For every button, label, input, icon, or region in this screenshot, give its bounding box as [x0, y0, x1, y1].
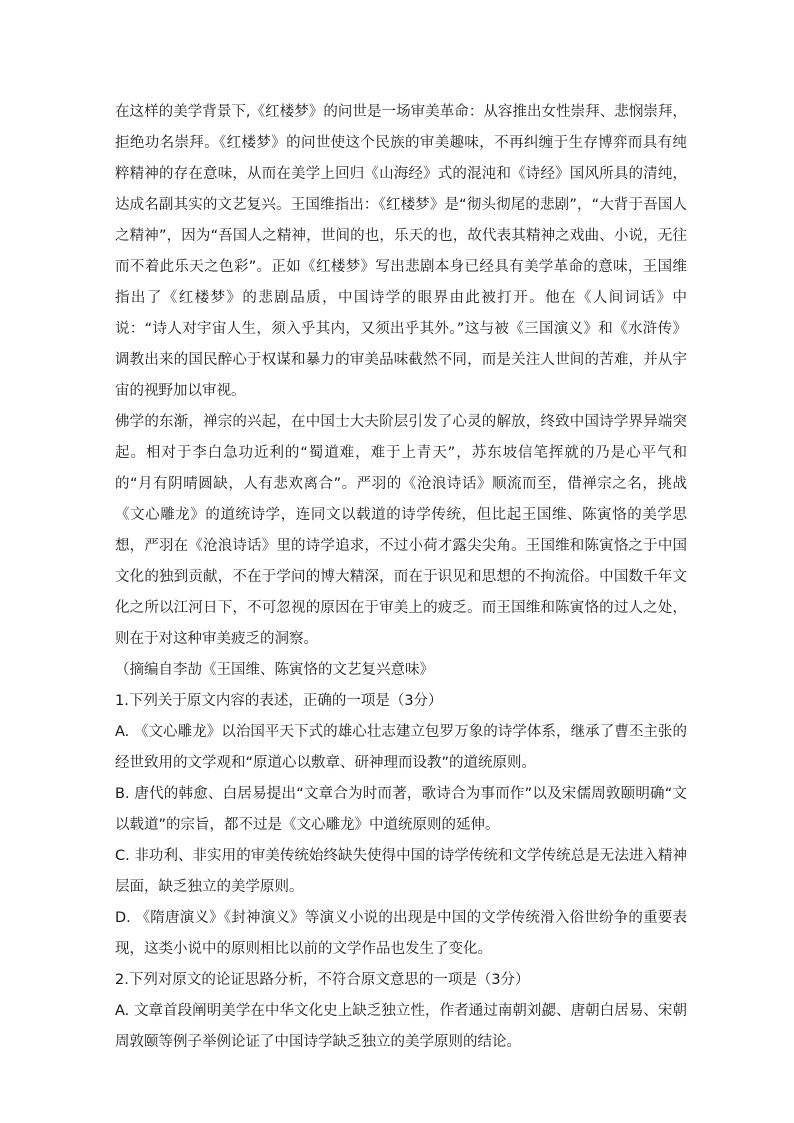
question-1-option-b: B. 唐代的韩愈、白居易提出“文章合为时而著，歌诗合为事而作”以及宋儒周敦颐明确“文以载道”的宗旨，都不过是《文心雕龙》中道统原则的延伸。: [115, 786, 687, 833]
question-1-stem: 1.下列关于原文内容的表述，正确的一项是（3分）: [115, 693, 443, 709]
passage-paragraph-2: 佛学的东渐，禅宗的兴起，在中国士大夫阶层引发了心灵的解放，终致中国诗学界异端突起。相对于李白急功近利的“蜀道难，难于上青天”，苏东坡信笔挥就的乃是心平气和的“月有阴晴圆缺，人有悲欢离合”。严羽的《沧浪诗话》顺流而至，借禅宗之名，挑战《文心雕龙》的道统诗学，连同文以载道的诗学传统，但比起王国维、陈寅恪的美学思想，严羽在《沧浪诗话》里的诗学追求，不过小荷才露尖尖角。王国维和陈寅恪之于中国文化的独到贡献，不在于学问的博大精深，而在于识见和思想的不拘流俗。中国数千年文化之所以江河日下，不可忽视的原因在于审美上的疲乏。而王国维和陈寅恪的过人之处，则在于对这种审美疲乏的洞察。: [115, 414, 687, 647]
question-2-option-a: A. 文章首段阐明美学在中华文化史上缺乏独立性，作者通过南朝刘勰、唐朝白居易、宋朝周敦颐等例子举例论证了中国诗学缺乏独立的美学原则的结论。: [115, 1003, 687, 1050]
question-2-stem: 2.下列对原文的论证思路分析，不符合原文意思的一项是（3分）: [115, 972, 530, 988]
passage-source: （摘编自李劼《王国维、陈寅恪的文艺复兴意味》: [115, 662, 434, 678]
passage-paragraph-1: 在这样的美学背景下,《红楼梦》的问世是一场审美革命：从容推出女性崇拜、悲悯崇拜，拒绝功名崇拜。《红楼梦》的问世使这个民族的审美趣味，不再纠缠于生存博弈而具有纯粹精神的存在意味，从而在美学上回归《山海经》式的混沌和《诗经》国风所具的清纯，达成名副其实的文艺复兴。王国维指出：《红楼梦》是“彻头彻尾的悲剧”，“大背于吾国人之精神”，因为“吾国人之精神，世间的也，乐天的也，故代表其精神之戏曲、小说，无往而不着此乐天之色彩”。正如《红楼梦》写出悲剧本身已经具有美学革命的意味，王国维指出了《红楼梦》的悲剧品质，中国诗学的眼界由此被打开。他在《人间词话》中说：“诗人对宇宙人生，须入乎其内，又须出乎其外。”这与被《三国演义》和《水浒传》调教出来的国民醉心于权谋和暴力的审美品味截然不同，而是关注人世间的苦难，并从宇宙的视野加以审视。: [115, 104, 687, 399]
question-1-option-c: C. 非功利、非实用的审美传统始终缺失使得中国的诗学传统和文学传统总是无法进入精神层面，缺乏独立的美学原则。: [115, 848, 687, 895]
question-1-option-a: A. 《文心雕龙》以治国平天下式的雄心壮志建立包罗万象的诗学体系，继承了曹丕主张的经世致用的文学观和“原道心以敷章、研神理而设教”的道统原则。: [115, 724, 687, 771]
question-1-option-d: D. 《隋唐演义》《封神演义》等演义小说的出现是中国的文学传统滑入俗世纷争的重要表现，这类小说中的原则相比以前的文学作品也发生了变化。: [115, 910, 687, 957]
document-page: [115, 97, 687, 1058]
